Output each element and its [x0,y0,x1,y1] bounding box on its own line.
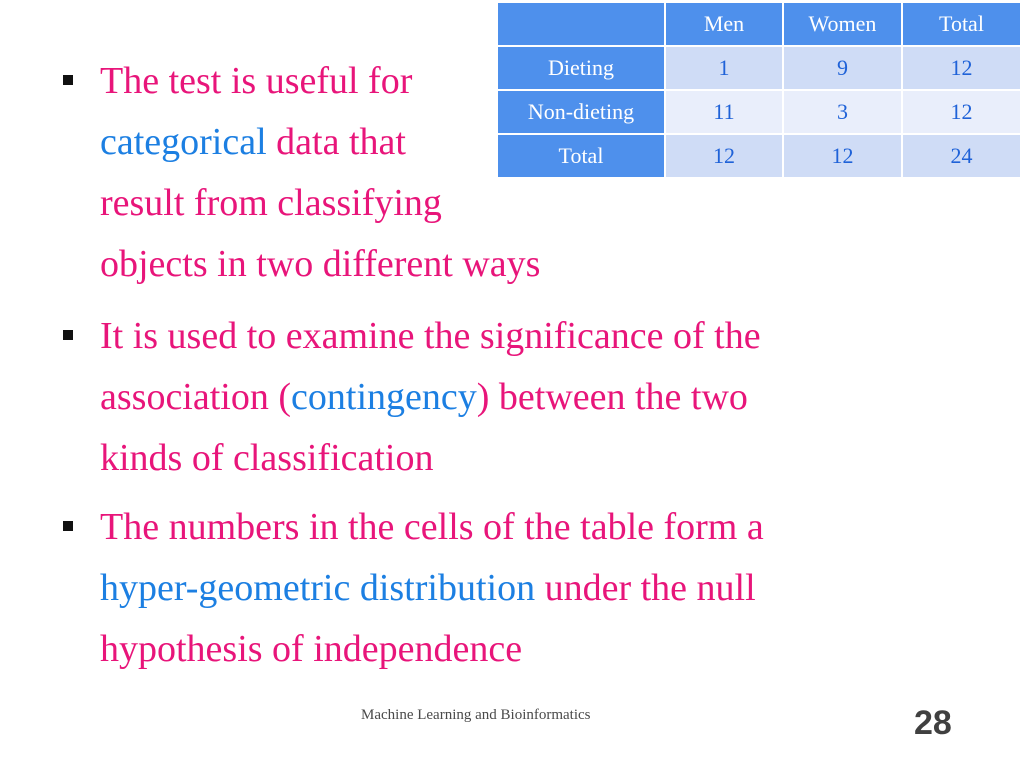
bullet-text: ) between the two [476,376,748,418]
table-cell: 12 [783,134,902,178]
row-header-total: Total [497,134,665,178]
bullet-item [100,497,920,680]
table-cell: 9 [783,46,902,90]
row-header-dieting: Dieting [497,46,665,90]
column-header-women: Women [783,2,902,46]
bullet-item [100,306,920,489]
table-cell: 1 [665,46,783,90]
page-number: 28 [914,704,952,742]
table-cell: 12 [902,46,1021,90]
bullet-text: It is used to examine the significance of the [100,315,761,357]
column-header-total: Total [902,2,1021,46]
bullet-item [100,51,640,295]
bullet-text: data that [266,121,406,163]
row-header-non-dieting: Non-dieting [497,90,665,134]
table-cell: 12 [902,90,1021,134]
bullet-text: The test is useful for [100,60,413,102]
square-bullet-icon [63,330,73,340]
bullet-text: objects in two different ways [100,243,541,285]
table-cell: 12 [665,134,783,178]
square-bullet-icon [63,521,73,531]
bullet-text: under the null [535,567,756,609]
bullet-text: The numbers in the cells of the table form a [100,506,764,548]
table-cell: 11 [665,90,783,134]
bullet-text: association ( [100,376,292,418]
bullet-text: hypothesis of independence [100,628,523,670]
highlighted-term: hyper-geometric distribution [100,567,536,609]
footer-text: Machine Learning and Bioinformatics [361,707,591,723]
bullet-text: kinds of classification [100,437,434,479]
highlighted-term: categorical [100,121,267,163]
bullet-text: result from classifying [100,182,442,224]
highlighted-term: contingency [291,376,477,418]
square-bullet-icon [63,75,73,85]
table-cell: 24 [902,134,1021,178]
column-header-men: Men [665,2,783,46]
table-cell: 3 [783,90,902,134]
